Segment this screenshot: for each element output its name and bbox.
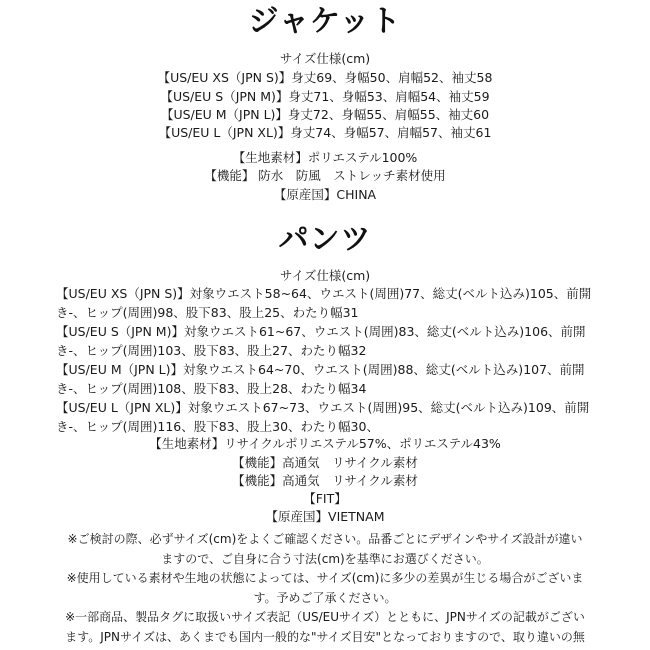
note-line: ※ご検討の際、必ずサイズ(cm)をよくご確認ください。品番ごとにデザインやサイズ設計が違い xyxy=(67,532,583,546)
pants-size-row: 【US/EU XS（JPN S)】対象ウエスト58~64、ウエスト(周囲)77、総丈(ベルト込み)105、前開 xyxy=(56,286,592,301)
note-line: ます。JPNサイズは、あくまでも国内一般的な"サイズ目安"となっておりますので、取り違いの無 xyxy=(65,629,585,644)
pants-size-row: 【US/EU M（JPN L)】対象ウエスト64~70、ウエスト(周囲)88、総丈(ベルト込み)107、前開 xyxy=(56,362,585,377)
jacket-size-heading: サイズ仕様(cm) xyxy=(279,51,371,66)
jacket-size-row: 【US/EU S（JPN M)】身丈71、身幅53、肩幅54、袖丈59 xyxy=(160,89,490,104)
pants-size-row-cont: き-、ヒップ(周囲)108、股下83、股上28、わたり幅34 xyxy=(56,381,367,396)
pants-size-list xyxy=(56,284,616,436)
pants-size-row-cont: き-、ヒップ(周囲)116、股下83、股上30、わたり幅30、 xyxy=(56,419,379,434)
jacket-title: ジャケット xyxy=(248,4,402,39)
pants-origin: 【原産国】VIETNAM xyxy=(265,509,385,524)
jacket-size-row: 【US/EU L（JPN XL)】身丈74、身幅57、肩幅57、袖丈61 xyxy=(158,125,492,140)
pants-size-row: 【US/EU S（JPN M)】対象ウエスト61~67、ウエスト(周囲)83、総丈(ベルト込み)106、前開 xyxy=(56,324,586,339)
jacket-material: 【生地素材】ポリエステル100% xyxy=(232,150,418,165)
note-line: ますので、ご自身に合う寸法(cm)を基準にお選びください。 xyxy=(161,551,489,566)
note-line: ※一部商品、製品タグに取扱いサイズ表記（US/EUサイズ）とともに、JPNサイズの記載がござい xyxy=(65,610,585,624)
jacket-size-row: 【US/EU M（JPN L)】身丈72、身幅55、肩幅55、袖丈60 xyxy=(160,107,490,122)
jacket-size-row: 【US/EU XS（JPN S)】身丈69、身幅50、肩幅52、袖丈58 xyxy=(157,70,493,85)
pants-fit: 【FIT】 xyxy=(303,491,347,506)
note-line: す。予めご了承ください。 xyxy=(253,590,397,605)
jacket-origin: 【原産国】CHINA xyxy=(273,187,377,202)
pants-size-row: 【US/EU L（JPN XL)】対象ウエスト67~73、ウエスト(周囲)95、総丈(ベルト込み)109、前開 xyxy=(56,400,590,415)
pants-size-row-cont: き-、ヒップ(周囲)98、股下83、股上25、わたり幅31 xyxy=(56,305,359,320)
pants-size-row-cont: き-、ヒップ(周囲)103、股下83、股上27、わたり幅32 xyxy=(56,343,367,358)
pants-function: 【機能】高通気 リサイクル素材 xyxy=(232,455,418,470)
pants-title: パンツ xyxy=(278,222,372,257)
pants-function: 【機能】高通気 リサイクル素材 xyxy=(232,473,418,488)
notes xyxy=(30,530,620,647)
pants-material: 【生地素材】リサイクルポリエステル57%、ポリエステル43% xyxy=(149,436,501,451)
jacket-function: 【機能】 防水 防風 ストレッチ素材使用 xyxy=(204,168,446,183)
note-line: ※使用している素材や生地の状態によっては、サイズ(cm)に多少の差異が生じる場合がございま xyxy=(66,571,584,585)
pants-size-heading: サイズ仕様(cm) xyxy=(279,268,371,283)
